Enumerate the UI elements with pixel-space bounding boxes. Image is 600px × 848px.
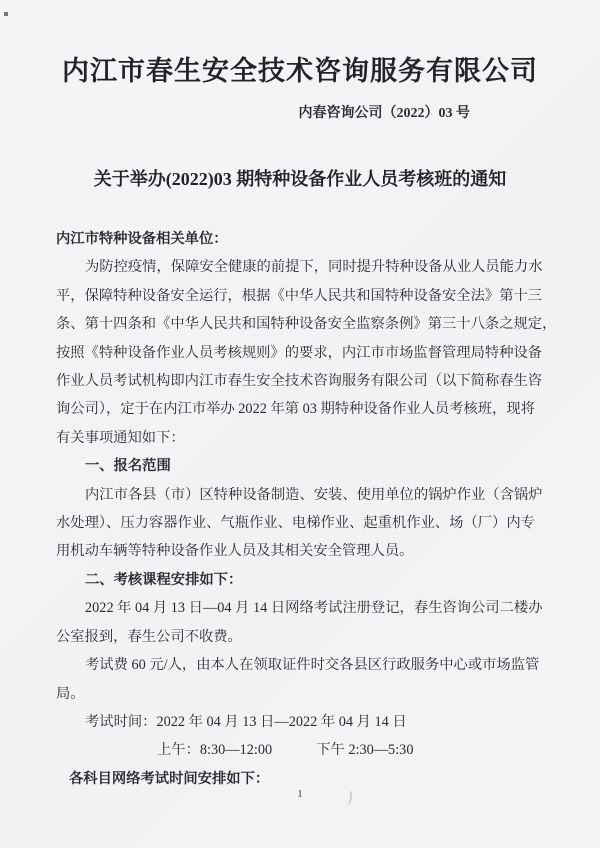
intro-line: 为防控疫情，保障安全健康的前提下，同时提升特种设备从业人员能力水 — [85, 259, 543, 276]
session-morning: 上午：8:30—12:00 — [157, 742, 273, 759]
subjects-schedule-line: 各科目网络考试时间安排如下： — [69, 770, 270, 787]
section2-line: 公室报到，春生公司不收费。 — [56, 628, 242, 645]
intro-paragraph — [56, 253, 557, 452]
section2-line: 2022 年 04 月 13 日—04 月 14 日网络考试注册登记，春生咨询公司二楼办 — [85, 600, 543, 617]
document-content — [0, 52, 600, 801]
scan-artifact-speck — [4, 12, 8, 16]
section1-line: 用机动车辆等特种设备作业人员及其相关安全管理人员。 — [56, 543, 414, 560]
scan-artifact-squiggle — [343, 790, 353, 806]
section2-heading: 二、考核课程安排如下： — [85, 571, 243, 588]
intro-line: 按照《特种设备作业人员考核规则》的要求，内江市市场监督管理局特种设备 — [56, 344, 543, 361]
section1-paragraph — [56, 481, 544, 566]
company-title: 内江市春生安全技术咨询服务有限公司 — [62, 56, 538, 86]
intro-line: 条、第十四条和《中华人民共和国特种设备安全监察条例》第三十八条之规定， — [56, 316, 557, 333]
section1-heading: 一、报名范围 — [85, 458, 171, 475]
intro-line: 作业人员考试机构即内江市春生安全技术咨询服务有限公司（以下简称春生咨 — [56, 373, 543, 390]
salutation: 内江市特种设备相关单位： — [56, 231, 228, 247]
intro-line: 询公司），定于在内江市举办 2022 年第 03 期特种设备作业人员考核班，现将 — [56, 401, 535, 418]
section2-paragraph-2 — [56, 651, 544, 708]
section2-line: 局。 — [56, 685, 85, 702]
session-times-line — [56, 736, 544, 764]
intro-line: 平，保障特种设备安全运行，根据《中华人民共和国特种设备安全法》第十三 — [56, 287, 543, 304]
notice-title: 关于举办(2022)03 期特种设备作业人员考核班的通知 — [93, 169, 507, 189]
section2-paragraph-1 — [56, 594, 544, 651]
section1-line: 水处理）、压力容器作业、气瓶作业、电梯作业、起重机作业、场（厂）内专 — [56, 515, 535, 532]
section1-line: 内江市各县（市）区特种设备制造、安装、使用单位的锅炉作业（含锅炉 — [85, 486, 543, 503]
doc-number: 内春咨询公司（2022）03 号 — [298, 106, 470, 121]
page-number: 1 — [297, 788, 303, 801]
exam-time-line: 考试时间：2022 年 04 月 13 日—2022 年 04 月 14 日 — [85, 713, 407, 730]
section2-line: 考试费 60 元/人，由本人在领取证件时交各县区行政服务中心或市场监管 — [85, 657, 540, 674]
intro-line: 有关事项通知如下： — [56, 429, 185, 446]
session-afternoon: 下午 2:30—5:30 — [316, 742, 414, 759]
